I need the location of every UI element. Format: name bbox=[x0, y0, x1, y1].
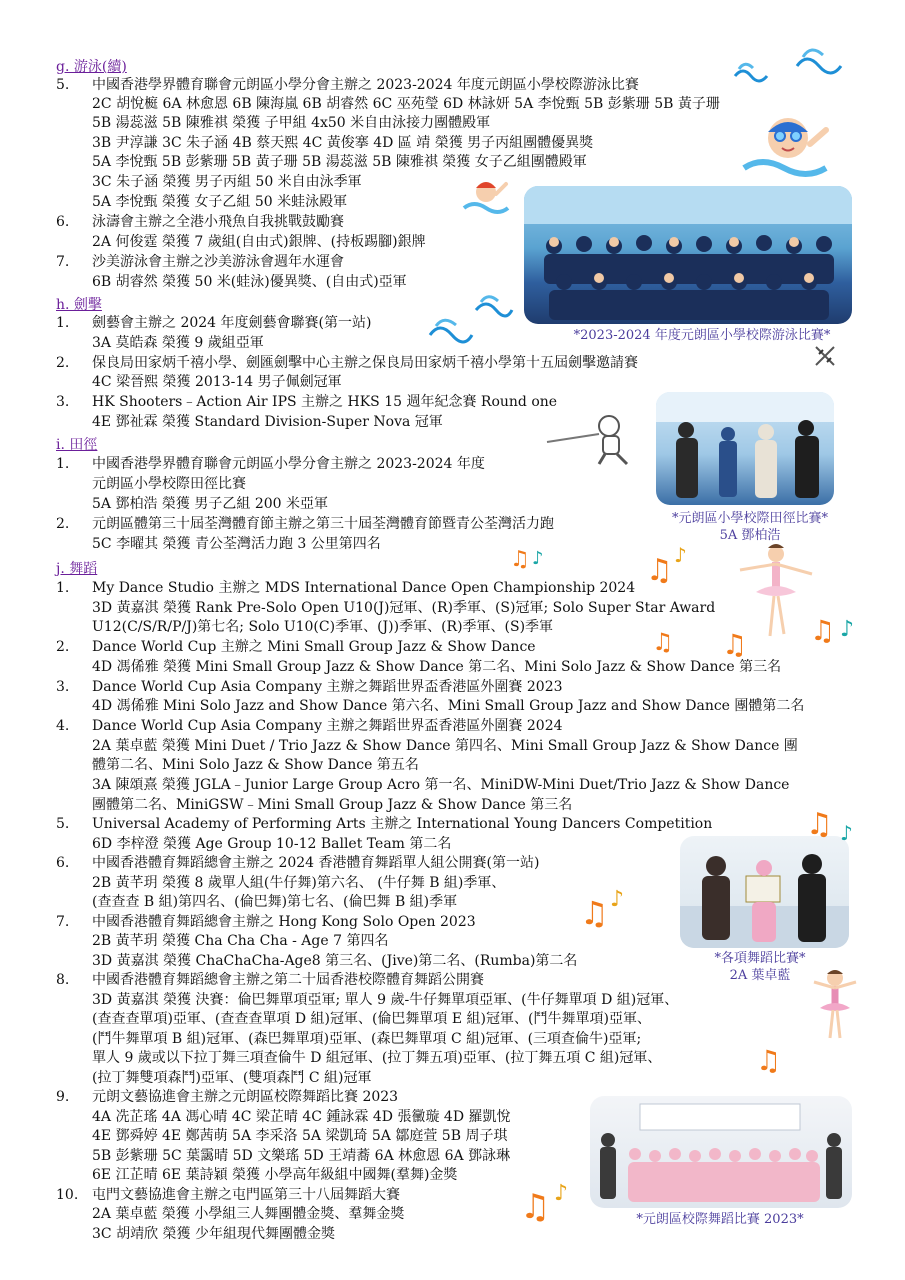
entry-line: Dance World Cup Asia Company 主辦之舞蹈世界盃香港區外圍賽 2024 bbox=[92, 718, 563, 734]
entry-line: 3D 黃嘉淇 榮獲 ChaChaCha-Age8 第三名、(Jive)第二名、(Rumba)第二名 bbox=[92, 953, 578, 969]
entry-line: (查查查單項)亞軍、(查查查單項 D 組)冠軍、(倫巴舞單項 E 組)冠軍、(鬥牛舞單項)亞軍、 bbox=[92, 1011, 651, 1027]
water-splash-icon bbox=[795, 40, 843, 76]
section-heading-fencing: h. 劍擊 bbox=[56, 297, 102, 313]
svg-text:♫: ♫ bbox=[722, 628, 748, 660]
photo-caption-dance-group: *元朗區校際舞蹈比賽 2023* bbox=[636, 1212, 804, 1227]
entry-line: (拉丁舞雙項森鬥)亞軍、(雙項森鬥 C 組)冠軍 bbox=[92, 1070, 372, 1086]
entry-line: (查查查 B 組)第四名、(倫巴舞)第七名、(倫巴舞 B 組)季軍 bbox=[92, 894, 458, 910]
entry-line: 5A 李悅甄 5B 彭紫珊 5B 黃子珊 5B 湯蕊滋 5B 陳雅祺 榮獲 女子乙組團體殿軍 bbox=[92, 154, 587, 170]
item-number: 1. bbox=[56, 580, 70, 596]
svg-text:♪: ♪ bbox=[610, 887, 625, 912]
item-number: 6. bbox=[56, 214, 70, 230]
svg-text:♫: ♫ bbox=[520, 1187, 551, 1227]
dance-group-photo bbox=[590, 1096, 852, 1208]
section-heading-track: i. 田徑 bbox=[56, 437, 98, 453]
entry-line: 2B 黃芊玥 榮獲 Cha Cha Cha - Age 7 第四名 bbox=[92, 933, 389, 949]
entry-line: 6B 胡睿然 榮獲 50 米(蛙泳)優異獎、(自由式)亞軍 bbox=[92, 274, 407, 290]
entry-line: 6D 李梓澄 榮獲 Age Group 10-12 Ballet Team 第二名 bbox=[92, 836, 452, 852]
entry-line: 保良局田家炳千禧小學、劍匯劍擊中心主辦之保良局田家炳千禧小學第十五屆劍擊邀請賽 bbox=[92, 355, 638, 371]
entry-line: 3B 尹淳謙 3C 朱子涵 4B 蔡天熙 4C 黃俊搴 4D 區 靖 榮獲 男子丙組團體優異獎 bbox=[92, 135, 594, 151]
entry-line: 4E 鄧舜婷 4E 鄭茜萌 5A 李采洛 5A 梁凱琦 5A 鄒庭萱 5B 周子琪 bbox=[92, 1128, 508, 1144]
music-note-icon bbox=[652, 622, 692, 656]
water-splash-icon bbox=[733, 56, 769, 84]
item-number: 7. bbox=[56, 254, 70, 270]
entry-line: HK Shooters﹣Action Air IPS 主辦之 HKS 15 週年紀念賽 Round one bbox=[92, 394, 558, 410]
ballerina-icon bbox=[810, 966, 860, 1040]
entry-line: 2C 胡悅榳 6A 林愈恩 6B 陳海嵐 6B 胡睿然 6C 巫苑瑩 6D 林詠妍 5A 李悅甄 5B 彭紫珊 5B 黃子珊 bbox=[92, 96, 720, 112]
entry-line: 團體第二名、MiniGSW﹣Mini Small Group Jazz & Show Dance 第三名 bbox=[92, 797, 573, 813]
entry-line: 4E 鄧祉霖 榮獲 Standard Division-Super Nova 冠軍 bbox=[92, 414, 443, 430]
entry-line: 單人 9 歲或以下拉丁舞三項查倫牛 D 組冠軍、(拉丁舞五項)亞軍、(拉丁舞五項 C 組)冠軍、 bbox=[92, 1050, 662, 1066]
section-heading-swimming: g. 游泳(續) bbox=[56, 59, 127, 75]
dance-award-photo bbox=[680, 836, 849, 948]
entry-line: 劍藝會主辦之 2024 年度劍藝會聯賽(第一站) bbox=[92, 315, 372, 331]
entry-line: 2B 黃芊玥 榮獲 8 歲單人組(牛仔舞)第六名、 (牛仔舞 B 組)季軍、 bbox=[92, 875, 506, 891]
item-number: 3. bbox=[56, 394, 70, 410]
music-note-icon bbox=[810, 606, 862, 646]
photo-caption-dance-name: 2A 葉卓藍 bbox=[729, 968, 791, 983]
item-number: 8. bbox=[56, 972, 70, 988]
entry-line: 3A 莫皓森 榮獲 9 歲組亞軍 bbox=[92, 335, 264, 351]
swimmer-child-icon bbox=[740, 110, 830, 182]
entry-line: U12(C/S/R/P/J)第七名; Solo U10(C)季軍、(J))季軍、(R)季軍、(S)季軍 bbox=[92, 619, 554, 635]
entry-line: 3C 朱子涵 榮獲 男子丙組 50 米自由泳季軍 bbox=[92, 174, 362, 190]
track-award-photo bbox=[656, 392, 834, 505]
entry-line: Dance World Cup Asia Company 主辦之舞蹈世界盃香港區外圍賽 2023 bbox=[92, 679, 563, 695]
music-note-icon bbox=[510, 542, 554, 572]
entry-line: 沙美游泳會主辦之沙美游泳會週年水運會 bbox=[92, 254, 344, 270]
entry-line: 4A 冼芷瑤 4A 馮心晴 4C 梁芷晴 4C 鍾詠霖 4D 張黴璇 4D 羅凱悅 bbox=[92, 1109, 511, 1125]
svg-text:♪: ♪ bbox=[532, 548, 544, 569]
entry-line: (鬥牛舞單項 B 組)冠軍、(森巴舞單項)亞軍、(森巴舞單項 C 組)冠軍、(三項查倫牛)亞軍; bbox=[92, 1031, 642, 1047]
entry-line: 3D 黃嘉淇 榮獲 Rank Pre-Solo Open U10(J)冠軍、(R)季軍、(S)冠軍; Solo Super Star Award bbox=[92, 600, 716, 616]
svg-text:♪: ♪ bbox=[674, 543, 687, 567]
entry-line: 元朗區體第三十屆荃灣體育節主辦之第三十屆荃灣體育節暨青公荃灣活力跑 bbox=[92, 516, 554, 532]
item-number: 1. bbox=[56, 456, 70, 472]
item-number: 3. bbox=[56, 679, 70, 695]
entry-line: 中國香港體育舞蹈總會主辦之 Hong Kong Solo Open 2023 bbox=[92, 914, 476, 930]
item-number: 10. bbox=[56, 1187, 79, 1203]
entry-line: 元朗區小學校際田徑比賽 bbox=[92, 476, 246, 492]
item-number: 1. bbox=[56, 315, 70, 331]
item-number: 2. bbox=[56, 639, 70, 655]
entry-line: 5A 鄧柏浩 榮獲 男子乙組 200 米亞軍 bbox=[92, 496, 328, 512]
entry-line: 體第二名、Mini Solo Jazz & Show Dance 第五名 bbox=[92, 757, 419, 773]
entry-line: 3D 黃嘉淇 榮獲 決賽：倫巴舞單項亞軍; 單人 9 歲-牛仔舞單項亞軍、(牛仔舞單項 D 組)冠軍、 bbox=[92, 992, 679, 1008]
entry-line: 4D 馮俙雅 Mini Solo Jazz and Show Dance 第六名、Mini Small Group Jazz and Show Dance 團體第二名 bbox=[92, 698, 805, 714]
entry-line: 元朗文藝協進會主辦之元朗區校際舞蹈比賽 2023 bbox=[92, 1089, 399, 1105]
entry-line: 5B 湯蕊滋 5B 陳雅祺 榮獲 子甲組 4x50 米自由泳接力團體殿軍 bbox=[92, 115, 491, 131]
svg-text:♪: ♪ bbox=[840, 821, 853, 845]
entry-line: 中國香港學界體育聯會元朗區小學分會主辦之 2023-2024 年度 bbox=[92, 456, 485, 472]
item-number: 2. bbox=[56, 355, 70, 371]
water-splash-icon bbox=[474, 288, 514, 318]
music-note-icon bbox=[806, 798, 862, 846]
music-note-icon bbox=[646, 540, 696, 586]
entry-line: 中國香港學界體育聯會元朗區小學分會主辦之 2023-2024 年度元朗區小學校際游泳比賽 bbox=[92, 77, 639, 93]
photo-caption-track-name: 5A 鄧柏浩 bbox=[719, 528, 781, 543]
fencer-icon bbox=[543, 400, 639, 466]
entry-line: 泳濤會主辦之全港小飛魚自我挑戰鼓勵賽 bbox=[92, 214, 344, 230]
entry-line: 4D 馮俙雅 榮獲 Mini Small Group Jazz & Show Dance 第二名、Mini Solo Jazz & Show Dance 第三名 bbox=[92, 659, 782, 675]
item-number: 9. bbox=[56, 1089, 70, 1105]
svg-text:♪: ♪ bbox=[554, 1181, 569, 1206]
entry-line: 6E 江芷晴 6E 葉詩穎 榮獲 小學高年級組中國舞(羣舞)金獎 bbox=[92, 1167, 458, 1183]
photo-caption-dance: *各項舞蹈比賽* bbox=[714, 951, 806, 966]
entry-line: 中國香港體育舞蹈總會主辦之 2024 香港體育舞蹈單人組公開賽(第一站) bbox=[92, 855, 540, 871]
entry-line: 5C 李曜其 榮獲 青公荃灣活力跑 3 公里第四名 bbox=[92, 536, 381, 552]
entry-line: 中國香港體育舞蹈總會主辦之第二十屆香港校際體育舞蹈公開賽 bbox=[92, 972, 484, 988]
item-number: 6. bbox=[56, 855, 70, 871]
water-splash-icon bbox=[428, 311, 474, 345]
entry-line: 3A 陳頌熹 榮獲 JGLA﹣Junior Large Group Acro 第一名、MiniDW-Mini Duet/Trio Jazz & Show Dance bbox=[92, 777, 790, 793]
photo-caption-swimming: *2023-2024 年度元朗區小學校際游泳比賽* bbox=[573, 328, 831, 343]
entry-line: 4C 梁晉熙 榮獲 2013-14 男子佩劍冠軍 bbox=[92, 374, 342, 390]
entry-line: 屯門文藝協進會主辦之屯門區第三十八屆舞蹈大賽 bbox=[92, 1187, 400, 1203]
entry-line: 2A 葉卓藍 榮獲 小學組三人舞團體金獎、羣舞金獎 bbox=[92, 1206, 405, 1222]
crossed-swords-icon bbox=[813, 344, 837, 368]
svg-text:♫: ♫ bbox=[580, 894, 609, 932]
entry-line: My Dance Studio 主辦之 MDS International Dance Open Championship 2024 bbox=[92, 580, 636, 596]
entry-line: Dance World Cup 主辦之 Mini Small Group Jazz & Show Dance bbox=[92, 639, 536, 655]
swimming-team-photo bbox=[524, 186, 852, 324]
entry-line: 2A 何俊霆 榮獲 7 歲組(自由式)銀牌、(持板踢腳)銀牌 bbox=[92, 234, 426, 250]
music-note-icon bbox=[520, 1172, 580, 1228]
svg-text:♫: ♫ bbox=[510, 547, 530, 572]
svg-text:♫: ♫ bbox=[646, 553, 673, 586]
small-swimmer-icon bbox=[462, 176, 510, 216]
section-heading-dance: j. 舞蹈 bbox=[56, 561, 98, 577]
svg-text:♫: ♫ bbox=[756, 1044, 782, 1076]
music-note-icon bbox=[580, 880, 636, 936]
svg-text:♫: ♫ bbox=[652, 628, 674, 656]
entry-line: 5A 李悅甄 榮獲 女子乙組 50 米蛙泳殿軍 bbox=[92, 194, 348, 210]
entry-line: 3C 胡靖欣 榮獲 少年組現代舞團體金獎 bbox=[92, 1226, 335, 1242]
photo-caption-track: *元朗區小學校際田徑比賽* bbox=[671, 511, 828, 526]
item-number: 5. bbox=[56, 77, 70, 93]
item-number: 7. bbox=[56, 914, 70, 930]
svg-text:♫: ♫ bbox=[810, 614, 836, 646]
item-number: 2. bbox=[56, 516, 70, 532]
music-note-icon bbox=[756, 1036, 802, 1076]
svg-text:♫: ♫ bbox=[806, 807, 833, 842]
entry-line: Universal Academy of Performing Arts 主辦之 International Young Dancers Competition bbox=[92, 816, 713, 832]
item-number: 4. bbox=[56, 718, 70, 734]
svg-text:♪: ♪ bbox=[840, 617, 855, 642]
ballerina-icon bbox=[732, 540, 816, 640]
entry-line: 2A 葉卓藍 榮獲 Mini Duet / Trio Jazz & Show Dance 第四名、Mini Small Group Jazz & Show Dance 團 bbox=[92, 738, 798, 754]
item-number: 5. bbox=[56, 816, 70, 832]
entry-line: 5B 彭紫珊 5C 葉靄晴 5D 文樂瑤 5D 王靖蕎 6A 林愈恩 6A 鄧詠琳 bbox=[92, 1148, 511, 1164]
